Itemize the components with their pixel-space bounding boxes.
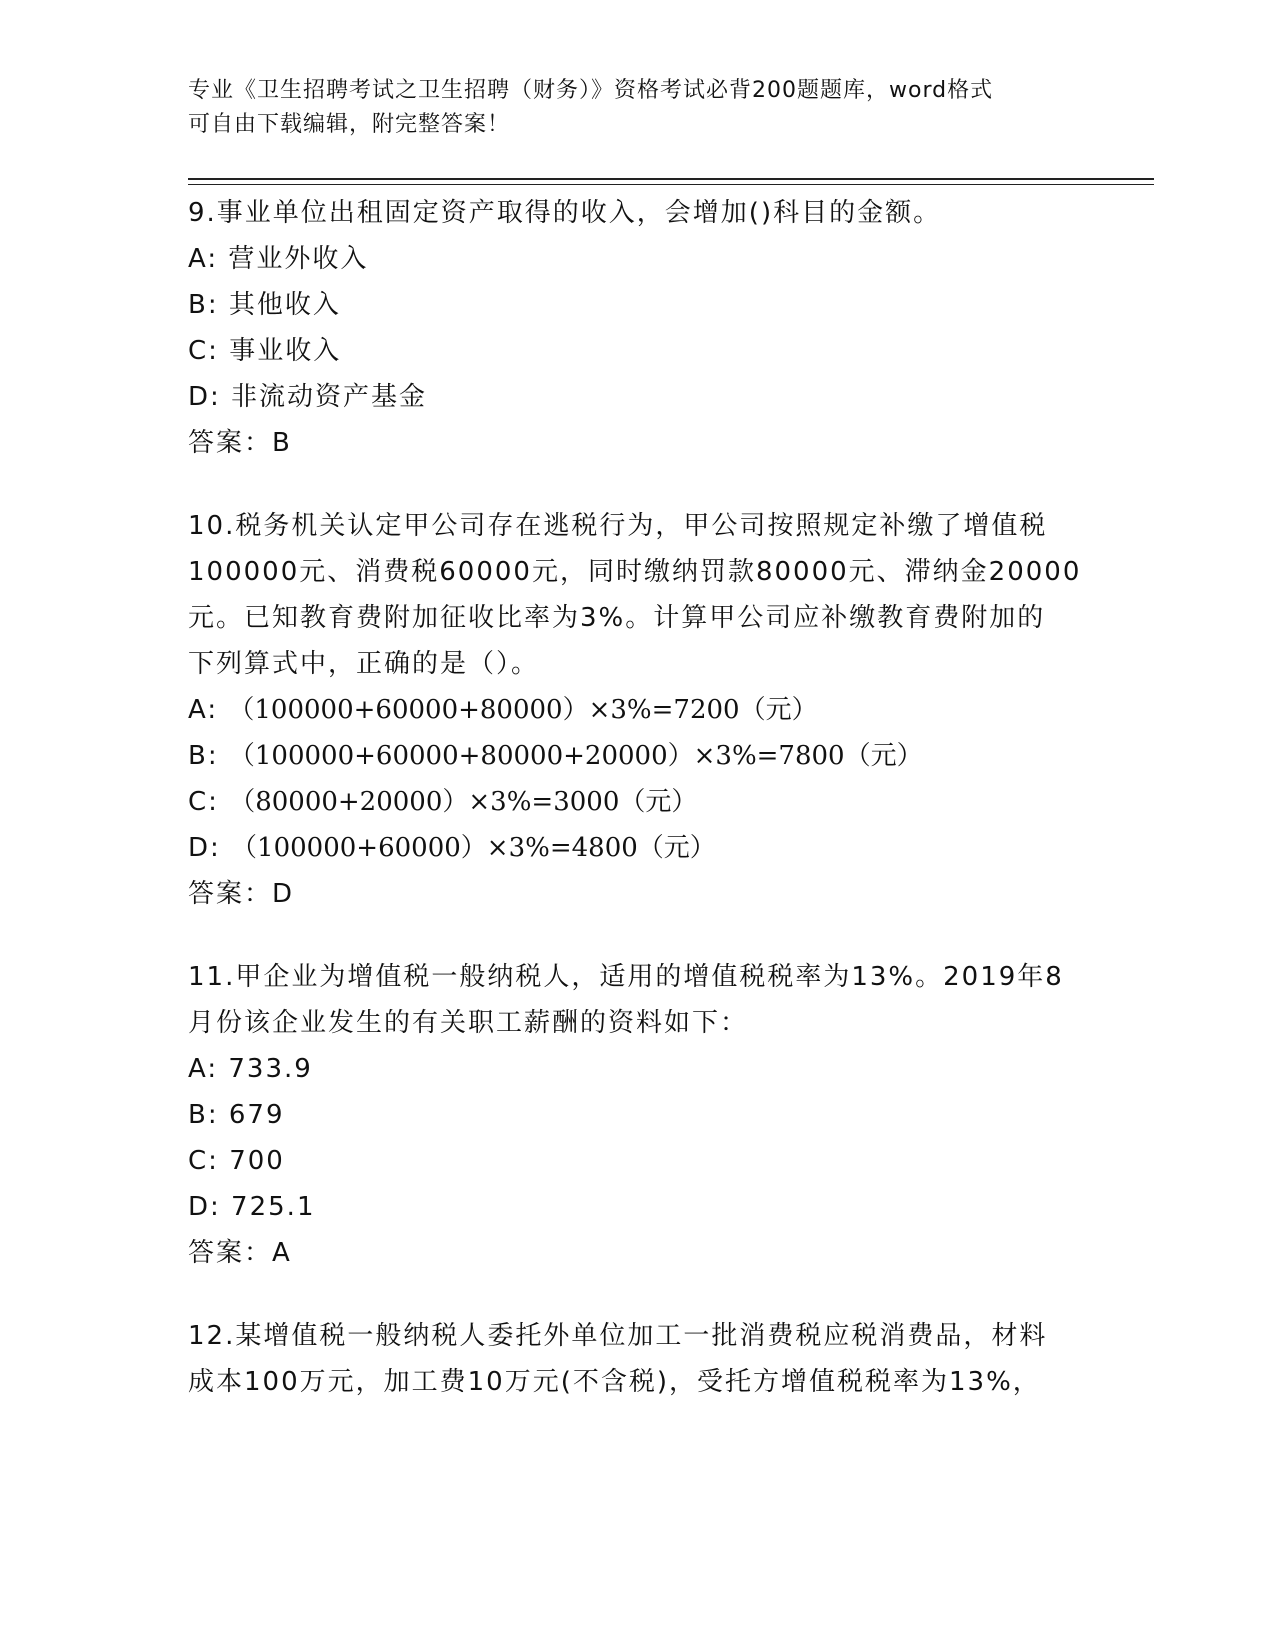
question-stem	[188, 954, 1088, 1046]
option-text: 733.9	[228, 1054, 313, 1084]
option-d	[188, 1184, 1088, 1230]
document-header	[188, 74, 1068, 142]
option-letter: B:	[188, 741, 219, 771]
option-letter: C:	[188, 1146, 219, 1176]
option-letter: A:	[188, 695, 219, 725]
question-stem-line: 10.税务机关认定甲公司存在逃税行为，甲公司按照规定补缴了增值税	[188, 511, 1048, 541]
question-list	[188, 190, 1088, 1442]
option-text: 非流动资产基金	[231, 382, 428, 412]
option-d	[188, 825, 1088, 871]
header-title-line-1: 专业《卫生招聘考试之卫生招聘（财务）》资格考试必背200题题库，word格式	[188, 78, 994, 103]
option-letter: A:	[188, 1054, 219, 1084]
question-10	[188, 503, 1088, 917]
option-letter: D:	[188, 833, 221, 863]
answer-key: 答案：A	[188, 1238, 292, 1268]
question-stem	[188, 1313, 1088, 1405]
header-divider-thin	[188, 184, 1154, 185]
header-title-line-2: 可自由下载编辑，附完整答案！	[188, 112, 511, 137]
option-text: 营业外收入	[228, 244, 369, 274]
option-c	[188, 779, 1088, 825]
question-9	[188, 190, 1088, 466]
question-stem-line: 下列算式中，正确的是（）。	[188, 649, 540, 679]
question-stem-line: 成本100万元，加工费10万元(不含税)，受托方增值税税率为13%，	[188, 1367, 1041, 1397]
question-stem-line: 100000元、消费税60000元，同时缴纳罚款80000元、滞纳金20000	[188, 557, 1082, 587]
option-text: 679	[228, 1100, 285, 1130]
option-b	[188, 282, 1088, 328]
question-stem-line: 11.甲企业为增值税一般纳税人，适用的增值税税率为13%。2019年8	[188, 962, 1064, 992]
question-stem-line: 月份该企业发生的有关职工薪酬的资料如下：	[188, 1008, 749, 1038]
option-a	[188, 1046, 1088, 1092]
answer-key: 答案：D	[188, 879, 295, 909]
option-letter: D:	[188, 1192, 221, 1222]
option-text: 700	[229, 1146, 285, 1176]
option-d	[188, 374, 1088, 420]
option-text: 其他收入	[228, 290, 341, 320]
option-b	[188, 1092, 1088, 1138]
question-stem	[188, 190, 1088, 236]
option-text: 事业收入	[229, 336, 342, 366]
question-12	[188, 1313, 1088, 1405]
option-a	[188, 687, 1088, 733]
option-b	[188, 733, 1088, 779]
option-text: （100000+60000+80000）×3%=7200（元）	[228, 695, 818, 725]
option-c	[188, 328, 1088, 374]
option-letter: D:	[188, 382, 221, 412]
question-stem-line: 9.事业单位出租固定资产取得的收入，会增加()科目的金额。	[188, 198, 942, 228]
option-text: （80000+20000）×3%=3000（元）	[229, 787, 698, 817]
option-letter: C:	[188, 336, 219, 366]
option-text: （100000+60000+80000+20000）×3%=7800（元）	[228, 741, 923, 771]
option-a	[188, 236, 1088, 282]
answer-key: 答案：B	[188, 428, 292, 458]
option-letter: B:	[188, 1100, 219, 1130]
option-letter: A:	[188, 244, 219, 274]
header-divider-thick	[188, 178, 1154, 180]
option-letter: B:	[188, 290, 219, 320]
option-text: 725.1	[231, 1192, 316, 1222]
question-stem-line: 元。已知教育费附加征收比率为3%。计算甲公司应补缴教育费附加的	[188, 603, 1046, 633]
question-11	[188, 954, 1088, 1276]
question-stem-line: 12.某增值税一般纳税人委托外单位加工一批消费税应税消费品，材料	[188, 1321, 1048, 1351]
option-letter: C:	[188, 787, 219, 817]
option-text: （100000+60000）×3%=4800（元）	[231, 833, 716, 863]
option-c	[188, 1138, 1088, 1184]
question-stem	[188, 503, 1088, 687]
